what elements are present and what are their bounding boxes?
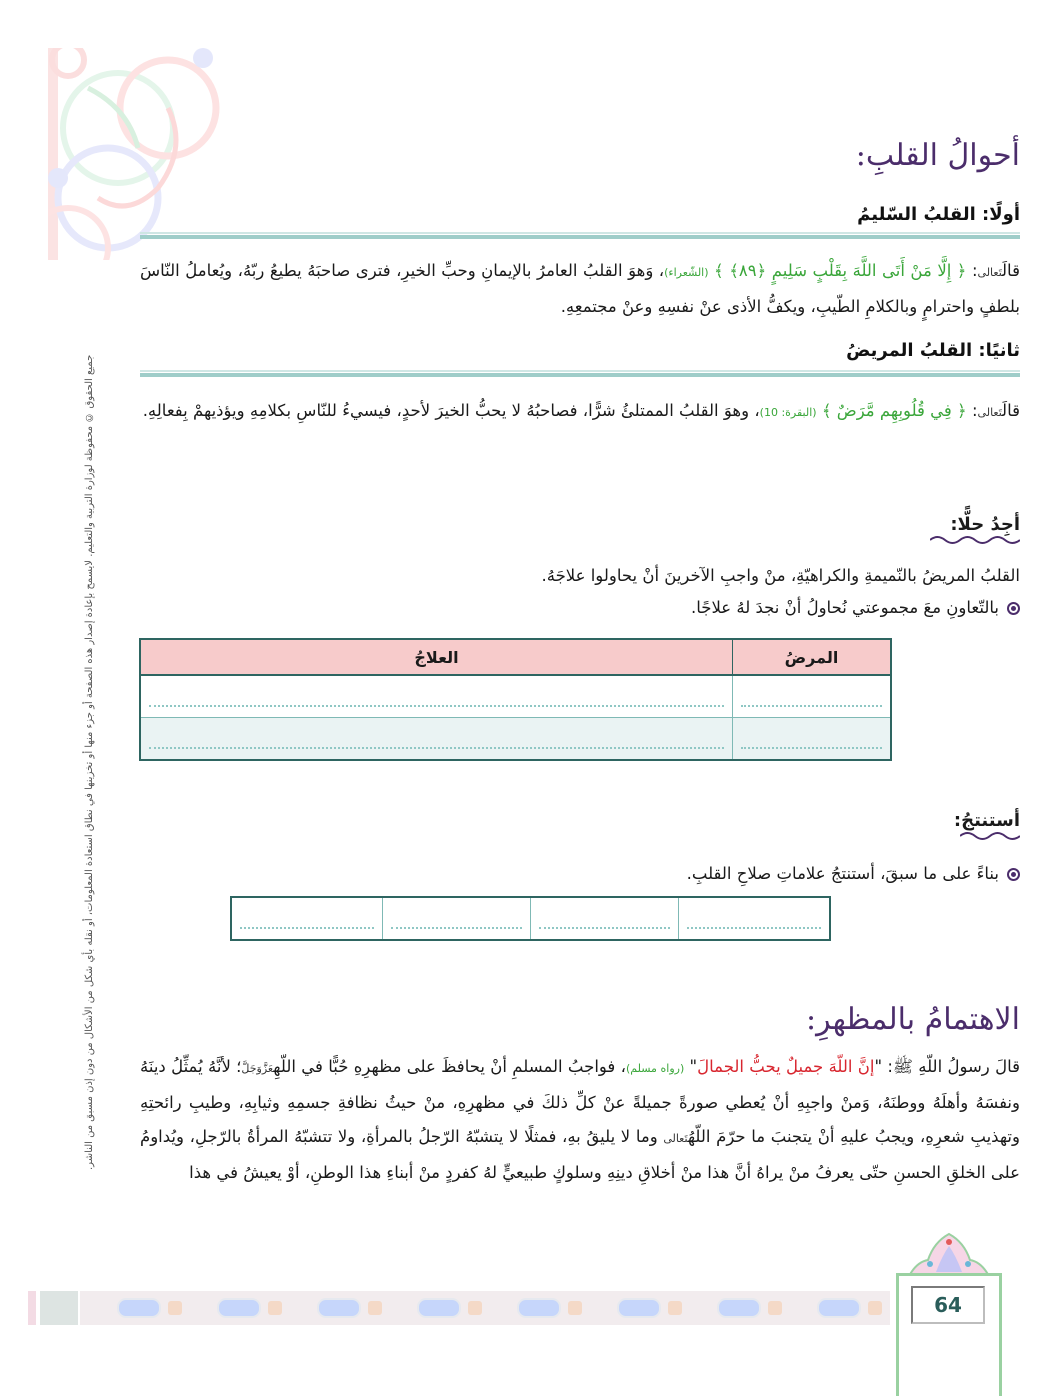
page-number-frame: [896, 1273, 1002, 1396]
treatment-input-cell[interactable]: [140, 675, 733, 718]
footer-ornament-band: [28, 1287, 890, 1325]
paragraph-sick-heart: قالَتَعالى: ﴿ فِي قُلُوبِهِم مَّرَضٌ ﴾ (البقرة: 10)، وهوَ القلبُ الممتلئُ شرًّا، فصاحبُهُ لا يحبُّ الخيرَ لأحدٍ، فيسيءُ للنّاسِ بكلامِهِ ويؤذيهمْ بِفعالِهِ.: [142, 401, 1020, 420]
verse-reference: (الشّعراء): [664, 266, 709, 279]
wavy-underline-icon: [930, 535, 1020, 545]
sign-input-cell[interactable]: [531, 897, 679, 940]
heading-divider: [140, 370, 1020, 376]
quran-verse: ﴿ إِلَّا مَنْ أَتَى اللَّهَ بِقَلْبٍ سَلِيمٍ ﴿٨٩﴾ ﴾: [714, 261, 967, 280]
activity-instruction: بناءً على ما سبقَ، أستنتجُ علاماتِ صلاحِ القلبِ.: [686, 864, 999, 883]
section-title-heart-states: أحوالُ القلبِ:: [855, 138, 1020, 173]
table-row: [140, 675, 891, 718]
activity-heading-infer: أستنتجُ:: [954, 810, 1020, 841]
activity-heading-solve: أجِدُ حلًّا:: [950, 514, 1020, 545]
paragraph-sound-heart: قالَتَعالى: ﴿ إِلَّا مَنْ أَتَى اللَّهَ بِقَلْبٍ سَلِيمٍ ﴿٨٩﴾ ﴾ (الشّعراء)، وَهوَ القلبُ العامرُ بالإيمانِ وحبِّ الخيرِ، فترى صاحبَهُ يطيعُ ربّهُ، ويُعاملُ النّاسَ بلطفٍ واحترامٍ وبالكلامِ الطّيبِ، ويكفُّ الأذى عنْ نفسِهِ وعنْ مجتمعِهِ.: [140, 261, 1020, 316]
paragraph-appearance: قالَ رسولُ اللّهِ ﷺ: "إنَّ اللّهَ جميلٌ يحبُّ الجمالَ" (رواه مسلم)، فواجبُ المسلمِ أنْ يحافظَ على مظهرِهِ حُبًّا في اللّهِعَزَّوَجَلَّ؛ لأنَّهُ يُمثِّلُ دينَهُ ونفسَهُ وأهلَهُ ووطنَهُ، وَمنْ واجبِهِ أنْ يُعطي صورةً جميلةً عنْ كلِّ ذلكَ في مظهرِهِ، منْ حيثُ نظافةِ جسمِهِ وثيابِهِ، وطيبِ رائحتِهِ وتهذيبِ شعرِهِ، ويجبُ عليهِ أنْ يتجنبَ ما حرّمَ اللّهُتَعالى وما لا يليقُ بهِ، فمثلًا لا يتشبّهُ الرّجلُ بالمرأةِ، ولا تتشبّهُ المرأةُ بالرّجلِ، ويُداومُ على الخلقِ الحسنِ حتّى يعرفُ منْ يراهُ أنَّ هذا منْ أخلاقِ دينِهِ وسلوكٍ طبيعيٍّ لهُ كفردٍ منْ أبناءِ هذا الوطنِ، أوْ يعيشُ في هذا: [140, 1057, 1020, 1182]
bullet-icon: [1007, 602, 1020, 615]
quran-verse: ﴿ فِي قُلُوبِهِم مَّرَضٌ ﴾: [821, 401, 967, 420]
heart-signs-table: [230, 896, 831, 941]
sign-input-cell[interactable]: [231, 897, 383, 940]
disease-treatment-table: [139, 638, 892, 761]
decorative-border-icon: [28, 1287, 890, 1325]
copyright-note: جميع الحقوق © محفوظة لوزارة التربية والتعليم. لايسمح بإعادة إصدار هذه الصفحة أو جزء منها أو تخزينها في نطاق استعادة المعلومات، أو نقله بأي شكل من الأشكال من دون إذن مسبق من الناشر.: [84, 355, 95, 1171]
heading-sick-heart: ثانيًا: القلبُ المريضُ: [846, 340, 1020, 361]
hadith-quote: إنَّ اللّهَ جميلٌ يحبُّ الجمالَ: [697, 1057, 875, 1076]
treatment-input-cell[interactable]: [140, 718, 733, 761]
sign-input-cell[interactable]: [383, 897, 531, 940]
hadith-reference: (رواه مسلم): [625, 1062, 685, 1075]
activity-prompt: القلبُ المريضُ بالنّميمةِ والكراهيّةِ، منْ واجبِ الآخرينَ أنْ يحاولوا علاجَهُ.: [541, 566, 1020, 585]
page-number: 64: [911, 1286, 985, 1324]
section-title-appearance: الاهتمامُ بالمظهرِ:: [806, 1002, 1020, 1037]
wavy-underline-icon: [960, 831, 1020, 841]
column-header-disease: المرضُ: [733, 639, 892, 675]
sign-input-cell[interactable]: [678, 897, 830, 940]
activity-instruction: بالتّعاونِ معَ مجموعتي نُحاولُ أنْ نجدَ لهُ علاجًا.: [690, 598, 999, 617]
heading-sound-heart: أولًا: القلبُ السّليمُ: [857, 204, 1020, 225]
heading-divider: [140, 232, 1020, 238]
disease-input-cell[interactable]: [733, 718, 892, 761]
disease-input-cell[interactable]: [733, 675, 892, 718]
verse-reference: (البقرة: 10): [759, 406, 817, 419]
column-header-treatment: العلاجُ: [140, 639, 733, 675]
page-crown-ornament-icon: [906, 1232, 992, 1278]
table-row: [140, 718, 891, 761]
table-row: [231, 897, 830, 940]
bullet-icon: [1007, 868, 1020, 881]
